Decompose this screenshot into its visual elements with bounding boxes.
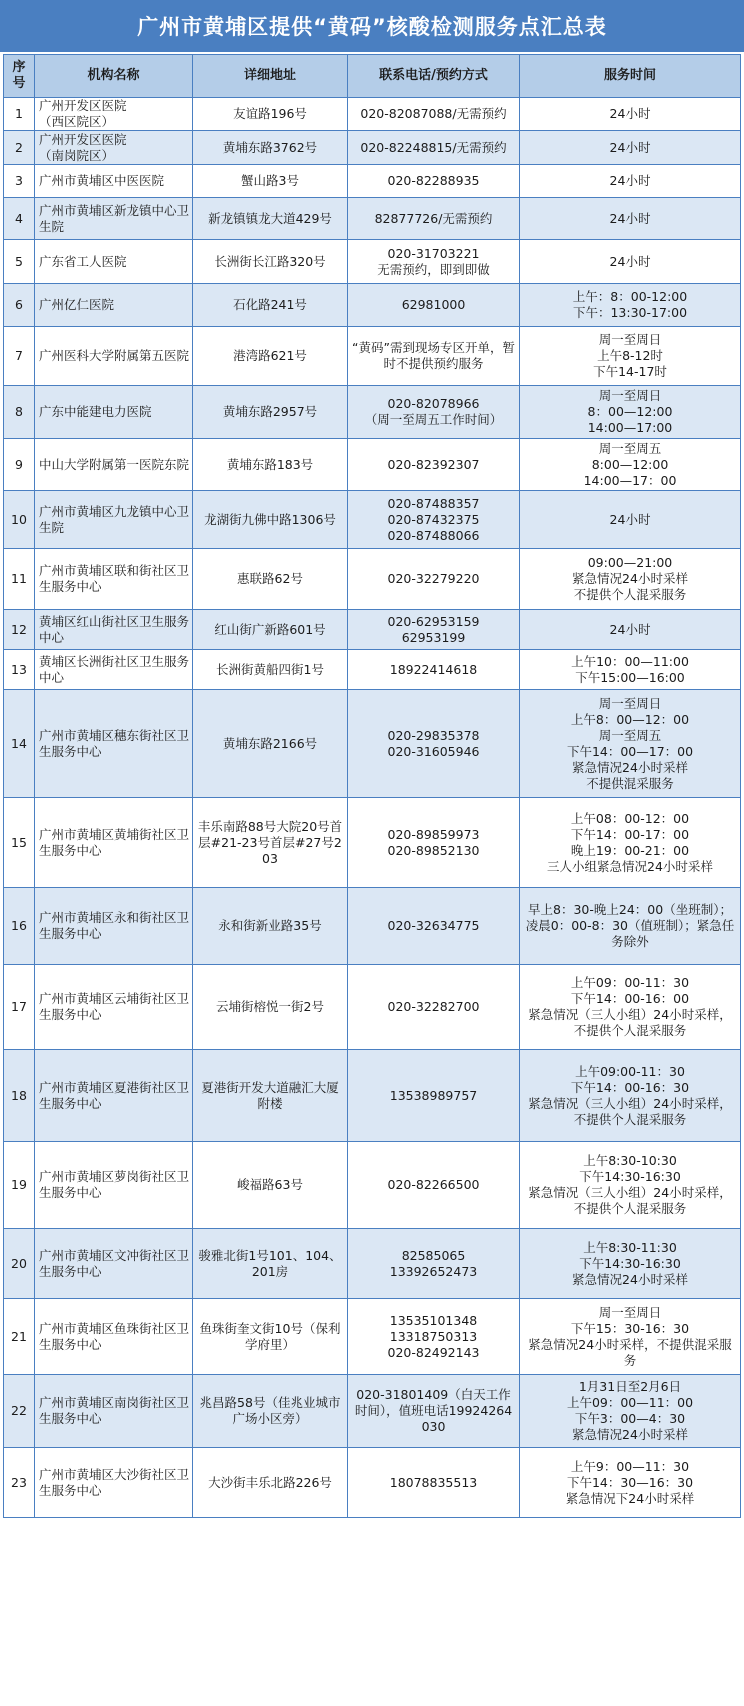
- table-row: [4, 798, 741, 888]
- cell-number: 9: [4, 439, 35, 491]
- cell-service-hours: 周一至周日 8：00—12:00 14:00—17:00: [520, 386, 741, 439]
- table-row: [4, 1448, 741, 1518]
- cell-contact: 020-82248815/无需预约: [348, 131, 520, 165]
- cell-institution-name: 黄埔区长洲街社区卫生服务中心: [35, 650, 193, 690]
- cell-service-hours: 上午9：00—11：30 下午14：30—16：30 紧急情况下24小时采样: [520, 1448, 741, 1518]
- col-header-no: 序 号: [4, 55, 35, 98]
- cell-address: 云埔街榕悦一街2号: [193, 965, 348, 1050]
- cell-contact: 020-32282700: [348, 965, 520, 1050]
- cell-service-hours: 上午8:30-10:30 下午14:30-16:30 紧急情况（三人小组）24小时采样，不提供个人混采服务: [520, 1142, 741, 1229]
- cell-contact: 18078835513: [348, 1448, 520, 1518]
- col-header-name: 机构名称: [35, 55, 193, 98]
- cell-service-hours: 09:00—21:00 紧急情况24小时采样 不提供个人混采服务: [520, 549, 741, 610]
- cell-contact: 020-82087088/无需预约: [348, 98, 520, 131]
- cell-number: 17: [4, 965, 35, 1050]
- cell-service-hours: 24小时: [520, 165, 741, 198]
- table-row: [4, 198, 741, 240]
- cell-service-hours: 上午08：00-12：00 下午14：00-17：00 晚上19：00-21：00 三人小组紧急情况24小时采样: [520, 798, 741, 888]
- cell-number: 18: [4, 1050, 35, 1142]
- cell-institution-name: 广州市黄埔区新龙镇中心卫生院: [35, 198, 193, 240]
- cell-contact: 13535101348 13318750313 020-82492143: [348, 1299, 520, 1375]
- table-row: [4, 439, 741, 491]
- page-title: 广州市黄埔区提供“黄码”核酸检测服务点汇总表: [0, 0, 744, 52]
- cell-contact: 020-82288935: [348, 165, 520, 198]
- cell-number: 16: [4, 888, 35, 965]
- cell-address: 峻福路63号: [193, 1142, 348, 1229]
- cell-address: 黄埔东路2166号: [193, 690, 348, 798]
- table-row: [4, 965, 741, 1050]
- table-row: [4, 240, 741, 284]
- cell-contact: 020-29835378 020-31605946: [348, 690, 520, 798]
- table-row: [4, 1229, 741, 1299]
- table-row: [4, 549, 741, 610]
- cell-contact: 020-62953159 62953199: [348, 610, 520, 650]
- cell-number: 4: [4, 198, 35, 240]
- col-header-hours: 服务时间: [520, 55, 741, 98]
- cell-number: 3: [4, 165, 35, 198]
- table-row: [4, 98, 741, 131]
- cell-service-hours: 周一至周五 8:00—12:00 14:00—17：00: [520, 439, 741, 491]
- table-row: [4, 650, 741, 690]
- cell-address: 新龙镇镇龙大道429号: [193, 198, 348, 240]
- cell-address: 石化路241号: [193, 284, 348, 327]
- cell-address: 骏雅北街1号101、104、201房: [193, 1229, 348, 1299]
- cell-address: 港湾路621号: [193, 327, 348, 386]
- cell-contact: 62981000: [348, 284, 520, 327]
- cell-number: 23: [4, 1448, 35, 1518]
- cell-institution-name: 广州市黄埔区萝岗街社区卫生服务中心: [35, 1142, 193, 1229]
- cell-institution-name: 广州市黄埔区九龙镇中心卫生院: [35, 491, 193, 549]
- cell-address: 红山街广新路601号: [193, 610, 348, 650]
- table-row: [4, 1142, 741, 1229]
- cell-number: 15: [4, 798, 35, 888]
- cell-address: 黄埔东路2957号: [193, 386, 348, 439]
- cell-address: 友谊路196号: [193, 98, 348, 131]
- table-row: [4, 386, 741, 439]
- cell-service-hours: 24小时: [520, 198, 741, 240]
- testing-sites-table: [3, 54, 741, 1518]
- cell-service-hours: 24小时: [520, 98, 741, 131]
- cell-address: 龙湖街九佛中路1306号: [193, 491, 348, 549]
- table-row: [4, 1375, 741, 1448]
- table-row: [4, 131, 741, 165]
- cell-address: 长洲街长江路320号: [193, 240, 348, 284]
- cell-number: 8: [4, 386, 35, 439]
- cell-institution-name: 黄埔区红山街社区卫生服务中心: [35, 610, 193, 650]
- cell-contact: 13538989757: [348, 1050, 520, 1142]
- cell-service-hours: 上午：8：00-12:00 下午：13:30-17:00: [520, 284, 741, 327]
- cell-number: 12: [4, 610, 35, 650]
- cell-number: 22: [4, 1375, 35, 1448]
- cell-institution-name: 广东省工人医院: [35, 240, 193, 284]
- cell-number: 20: [4, 1229, 35, 1299]
- cell-number: 11: [4, 549, 35, 610]
- cell-service-hours: 上午09：00-11：30 下午14：00-16：00 紧急情况（三人小组）24小时采样，不提供个人混采服务: [520, 965, 741, 1050]
- table-row: [4, 888, 741, 965]
- cell-institution-name: 广州市黄埔区南岗街社区卫生服务中心: [35, 1375, 193, 1448]
- cell-institution-name: 中山大学附属第一医院东院: [35, 439, 193, 491]
- cell-contact: 020-31801409（白天工作时间），值班电话19924264030: [348, 1375, 520, 1448]
- cell-contact: 020-32279220: [348, 549, 520, 610]
- cell-contact: 020-31703221 无需预约，即到即做: [348, 240, 520, 284]
- cell-number: 10: [4, 491, 35, 549]
- cell-institution-name: 广州市黄埔区鱼珠街社区卫生服务中心: [35, 1299, 193, 1375]
- cell-address: 黄埔东路3762号: [193, 131, 348, 165]
- cell-institution-name: 广州市黄埔区黄埔街社区卫生服务中心: [35, 798, 193, 888]
- cell-service-hours: 周一至周日 上午8：00—12：00 周一至周五 下午14：00—17：00 紧急情况24小时采样 不提供混采服务: [520, 690, 741, 798]
- cell-contact: 020-82266500: [348, 1142, 520, 1229]
- cell-institution-name: 广州市黄埔区穗东街社区卫生服务中心: [35, 690, 193, 798]
- cell-address: 丰乐南路88号大院20号首层#21-23号首层#27号203: [193, 798, 348, 888]
- cell-institution-name: 广州医科大学附属第五医院: [35, 327, 193, 386]
- cell-institution-name: 广州开发区医院 （西区院区）: [35, 98, 193, 131]
- cell-address: 惠联路62号: [193, 549, 348, 610]
- cell-service-hours: 早上8：30-晚上24：00（坐班制）；凌晨0：00-8：30（值班制）；紧急任务除外: [520, 888, 741, 965]
- cell-address: 永和街新业路35号: [193, 888, 348, 965]
- cell-number: 19: [4, 1142, 35, 1229]
- cell-institution-name: 广州市黄埔区大沙街社区卫生服务中心: [35, 1448, 193, 1518]
- col-header-contact: 联系电话/预约方式: [348, 55, 520, 98]
- cell-contact: 18922414618: [348, 650, 520, 690]
- cell-contact: 82877726/无需预约: [348, 198, 520, 240]
- cell-number: 2: [4, 131, 35, 165]
- table-row: [4, 327, 741, 386]
- cell-number: 13: [4, 650, 35, 690]
- cell-contact: 020-87488357 020-87432375 020-87488066: [348, 491, 520, 549]
- table-row: [4, 690, 741, 798]
- cell-number: 14: [4, 690, 35, 798]
- table-header-row: [4, 55, 741, 98]
- cell-address: 黄埔东路183号: [193, 439, 348, 491]
- table-row: [4, 165, 741, 198]
- cell-number: 7: [4, 327, 35, 386]
- cell-service-hours: 上午10：00—11:00 下午15:00—16:00: [520, 650, 741, 690]
- cell-contact: 020-82078966 （周一至周五工作时间）: [348, 386, 520, 439]
- cell-institution-name: 广州市黄埔区夏港街社区卫生服务中心: [35, 1050, 193, 1142]
- cell-address: 长洲街黄船四街1号: [193, 650, 348, 690]
- cell-service-hours: 24小时: [520, 240, 741, 284]
- cell-contact: “黄码”需到现场专区开单，暂时不提供预约服务: [348, 327, 520, 386]
- table-row: [4, 1050, 741, 1142]
- cell-number: 21: [4, 1299, 35, 1375]
- cell-address: 鱼珠街奎文街10号（保利学府里）: [193, 1299, 348, 1375]
- cell-institution-name: 广州市黄埔区中医医院: [35, 165, 193, 198]
- table-row: [4, 1299, 741, 1375]
- table-row: [4, 284, 741, 327]
- col-header-address: 详细地址: [193, 55, 348, 98]
- cell-institution-name: 广东中能建电力医院: [35, 386, 193, 439]
- cell-contact: 020-32634775: [348, 888, 520, 965]
- cell-service-hours: 24小时: [520, 610, 741, 650]
- cell-number: 5: [4, 240, 35, 284]
- cell-service-hours: 1月31日至2月6日 上午09：00—11：00 下午3：00—4：30 紧急情况24小时采样: [520, 1375, 741, 1448]
- cell-service-hours: 上午8:30-11:30 下午14:30-16:30 紧急情况24小时采样: [520, 1229, 741, 1299]
- cell-address: 兆昌路58号（佳兆业城市广场小区旁）: [193, 1375, 348, 1448]
- cell-institution-name: 广州市黄埔区云埔街社区卫生服务中心: [35, 965, 193, 1050]
- table-row: [4, 491, 741, 549]
- cell-service-hours: 24小时: [520, 491, 741, 549]
- cell-institution-name: 广州市黄埔区联和街社区卫生服务中心: [35, 549, 193, 610]
- cell-service-hours: 周一至周日 上午8-12时 下午14-17时: [520, 327, 741, 386]
- cell-address: 夏港街开发大道融汇大厦附楼: [193, 1050, 348, 1142]
- cell-address: 大沙街丰乐北路226号: [193, 1448, 348, 1518]
- cell-contact: 020-82392307: [348, 439, 520, 491]
- cell-address: 蟹山路3号: [193, 165, 348, 198]
- cell-contact: 020-89859973 020-89852130: [348, 798, 520, 888]
- cell-institution-name: 广州市黄埔区永和街社区卫生服务中心: [35, 888, 193, 965]
- cell-service-hours: 周一至周日 下午15：30-16：30 紧急情况24小时采样，不提供混采服务: [520, 1299, 741, 1375]
- cell-service-hours: 24小时: [520, 131, 741, 165]
- cell-number: 6: [4, 284, 35, 327]
- cell-institution-name: 广州开发区医院 （南岗院区）: [35, 131, 193, 165]
- cell-institution-name: 广州市黄埔区文冲街社区卫生服务中心: [35, 1229, 193, 1299]
- cell-contact: 82585065 13392652473: [348, 1229, 520, 1299]
- cell-service-hours: 上午09:00-11：30 下午14：00-16：30 紧急情况（三人小组）24小时采样，不提供个人混采服务: [520, 1050, 741, 1142]
- table-row: [4, 610, 741, 650]
- cell-institution-name: 广州亿仁医院: [35, 284, 193, 327]
- cell-number: 1: [4, 98, 35, 131]
